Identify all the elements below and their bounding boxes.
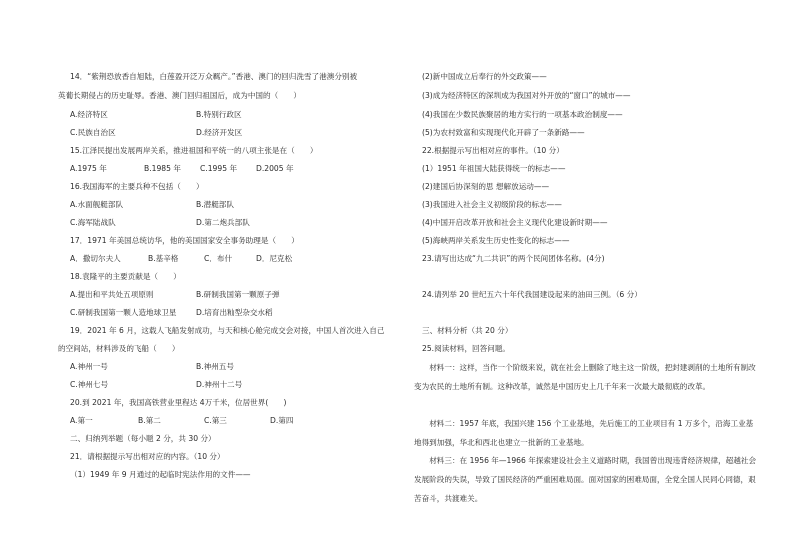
q21-item-5: (5)为农村致富和实现现代化开辟了一条新路—— bbox=[422, 128, 585, 137]
q24-stem: 24.请列举 20 世纪五六十年代我国建设起来的油田三例。（6 分） bbox=[422, 290, 642, 299]
material-1: 材料一：这样，当作一个阶级来说，就在社会上删除了地主这一阶级，把封建剥削的土地所有制改变为农民的土地所有制。这种改革，诚然是中国历史上几千年来一次最大最彻底的改革。 bbox=[414, 363, 756, 391]
q19-option-b: B.神州五号 bbox=[196, 362, 234, 371]
q18-option-d: D.培育出籼型杂交水稻 bbox=[196, 308, 273, 317]
material-2: 材料二：1957 年底，我国兴建 156 个工业基地，先后施工的工业项目有 1 万多个，沿海工业基地得到加强，华北和西北也建立一批新的工业基地。 bbox=[414, 419, 754, 447]
q14-stem-line1: 14．“紫荆恐放香自旭陆，白莲盈开泛万众羁产。”香港、澳门的回归洗雪了港澳分别被 bbox=[70, 72, 358, 81]
q16-option-b: B.潜艇部队 bbox=[196, 200, 234, 209]
q17-option-b: B.基辛格 bbox=[148, 254, 179, 263]
q14-stem-line2: 英葡长期侵占的历史耻辱。香港、澳门回归祖国后，成为中国的（ ） bbox=[58, 91, 301, 100]
q19-stem-line2: 的空间站，材料涉及的飞船（ ） bbox=[58, 344, 180, 353]
q19-option-c: C.神州七号 bbox=[70, 380, 109, 389]
q22-item-3: (3)我国进入社会主义初级阶段的标志—— bbox=[422, 200, 562, 209]
q23-stem: 23.请写出达成“九二共识”的两个民间团体名称。(4分) bbox=[422, 254, 605, 263]
q22-item-2: (2)建国后协深刻的思 想解放运动—— bbox=[422, 182, 550, 191]
q22-item-1: (1）1951 年祖国大陆获得统一的标志—— bbox=[422, 164, 566, 173]
q21-item-1: （1）1949 年 9 月通过的起临时宪法作用的文件—— bbox=[70, 470, 251, 479]
q18-stem: 18.袁隆平的主要贡献是（ ） bbox=[70, 272, 181, 281]
q20-option-b: B.第二 bbox=[138, 416, 161, 425]
q15-option-b: B.1985 年 bbox=[144, 164, 181, 173]
q15-option-c: C.1995 年 bbox=[200, 164, 238, 173]
q15-stem: 15.江泽民提出发展两岸关系，推进祖国和平统一的八项主张是在（ ） bbox=[70, 146, 318, 155]
q19-option-d: D.神州十二号 bbox=[196, 380, 243, 389]
q17-option-c: C．布什 bbox=[204, 254, 233, 263]
q21-item-4: (4)我国在少数民族聚居的地方实行的一项基本政治制度—— bbox=[422, 110, 623, 119]
q18-option-b: B.研制我国第一颗原子弹 bbox=[196, 290, 280, 299]
q21-stem: 21．请根据提示写出相对应的内容。（10 分） bbox=[70, 452, 225, 461]
q17-option-d: D．尼克松 bbox=[256, 254, 293, 263]
q19-stem-line1: 19．2021 年 6 月，这载人飞船发射成功，与天和核心舱完成交会对接，中国人首次进入自己 bbox=[70, 326, 385, 335]
q20-stem: 20.到 2021 年，我国高铁营业里程达 4万千米，位居世界( ) bbox=[70, 398, 287, 407]
q16-option-c: C.海军陆战队 bbox=[70, 218, 116, 227]
q21-item-3: (3)成为经济特区的深圳成为我国对外开放的“窗口”的城市—— bbox=[422, 91, 631, 100]
q15-option-a: A.1975 年 bbox=[70, 164, 107, 173]
q19-option-a: A.神州一号 bbox=[70, 362, 108, 371]
q16-option-a: A.水面舰艇部队 bbox=[70, 200, 124, 209]
q20-option-c: C.第三 bbox=[204, 416, 227, 425]
q22-stem: 22.根据提示写出相对应的事件。（10 分） bbox=[422, 146, 564, 155]
q20-option-d: D.第四 bbox=[270, 416, 294, 425]
material-3: 材料三：在 1956 年—1966 年探索建设社会主义道路时期，我国曾出现违背经济规律，超越社会发展阶段的失误，导致了国民经济的严重困难局面。面对国家的困难局面，全党全国人民同心同德，艰苦奋斗，共渡难关。 bbox=[414, 456, 757, 503]
q25-stem: 25.阅读材料，回答问题。 bbox=[422, 344, 511, 353]
q17-option-a: A．撒切尔夫人 bbox=[70, 254, 121, 263]
q14-option-b: B.特别行政区 bbox=[196, 110, 242, 119]
q18-option-a: A.提出和平共处五项原则 bbox=[70, 290, 154, 299]
q20-option-a: A.第一 bbox=[70, 416, 93, 425]
q22-item-5: (5)海峡两岸关系发生历史性变化的标志—— bbox=[422, 236, 570, 245]
q15-option-d: D.2005 年 bbox=[256, 164, 294, 173]
section-3-heading: 三、材料分析（共 20 分） bbox=[422, 326, 513, 335]
q16-option-d: D.第二炮兵部队 bbox=[196, 218, 250, 227]
q18-option-c: C.研制我国第一颗人造地球卫星 bbox=[70, 308, 177, 317]
q22-item-4: (4)中国开启改革开放和社会主义现代化建设新时期—— bbox=[422, 218, 608, 227]
q14-option-a: A.经济特区 bbox=[70, 110, 108, 119]
q17-stem: 17．1971 年美国总统访华，他的美国国家安全事务助理是（ ） bbox=[70, 236, 299, 245]
q14-option-d: D.经济开发区 bbox=[196, 128, 243, 137]
section-2-heading: 二、归纳列举题（每小题 2 分，共 30 分） bbox=[70, 434, 216, 443]
q14-option-c: C.民族自治区 bbox=[70, 128, 116, 137]
q16-stem: 16.我国海军的主要兵种不包括（ ） bbox=[70, 182, 204, 191]
q21-item-2: (2)新中国成立后奉行的外交政策—— bbox=[422, 72, 547, 81]
